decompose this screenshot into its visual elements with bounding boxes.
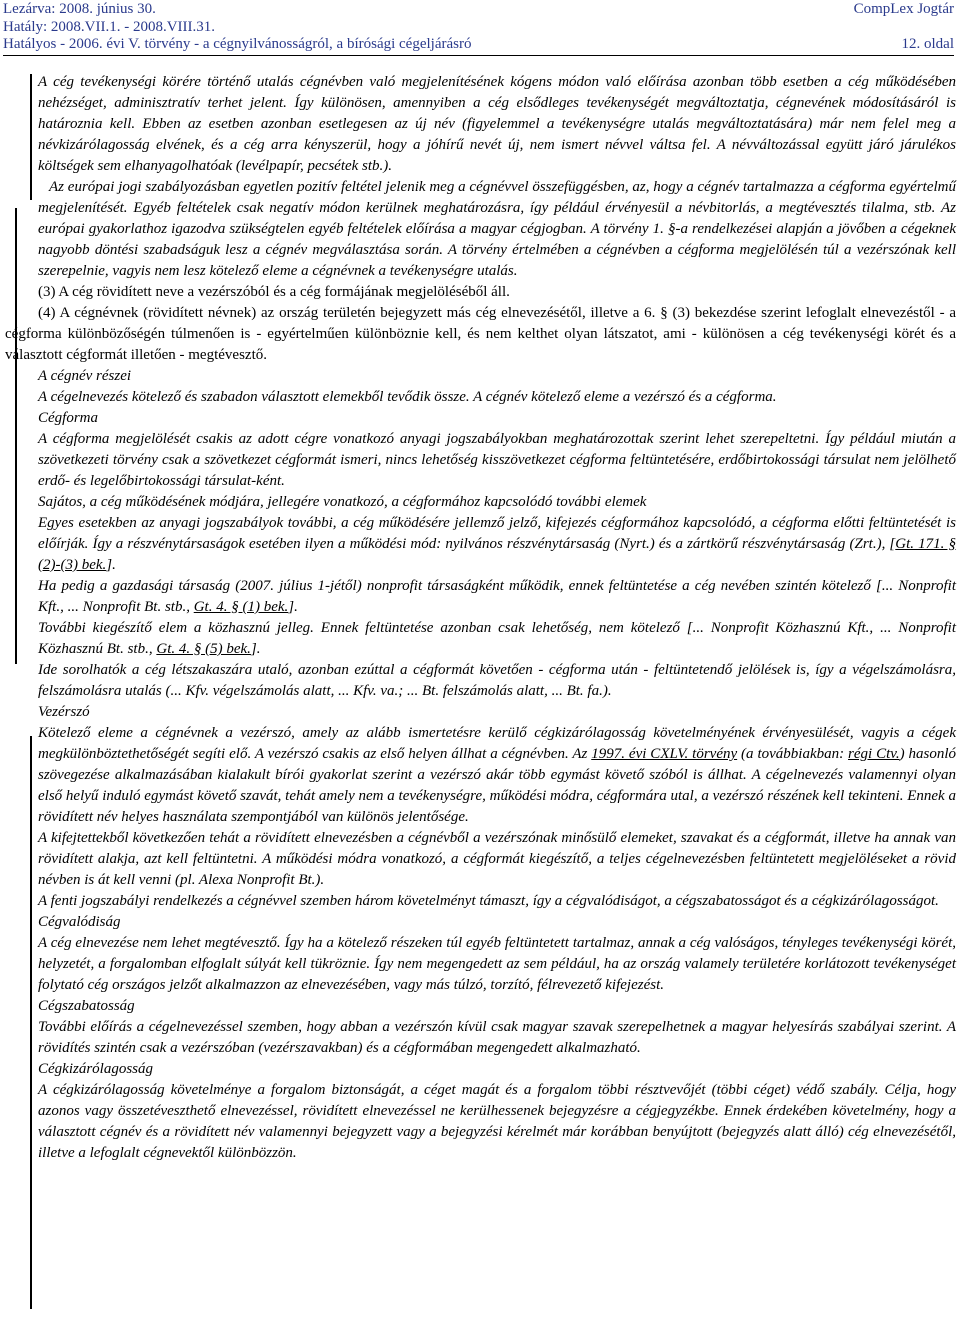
section-heading: Cégvalódiság [38, 914, 121, 930]
text-run: ]. [106, 557, 116, 573]
commentary-paragraph: További előírás a cégelnevezéssel szemben, hogy abban a vezérszón kívül csak magyar szavak szerepelhetnek a magyar helyesírás szabályai szerint. A rövidítés szintén csak a vezérszóban (vezérszavakban) és a cégformában megengedett alkalmazható. [38, 1019, 956, 1056]
section-heading: Cégforma [38, 410, 98, 426]
commentary-paragraph: A cégkizárólagosság követelménye a forgalom biztonságát, a céget magát és a forgalom többi résztvevőjét (többi céget) védő szabály. Célja, hogy azonos vagy összetéveszthető elnevezéssel, rövidített elnevezéssel ne kerülhessenek bejegyzésre a cégjegyzékbe. Ennek érdekében követelmény, hogy a választott cégnév és a rövidített név valamennyi bejegyzett vagy a bejegyzési kérelmét már korábban benyújtott (bejegyzés alatt álló) cég elnevezésétől, illetve a lefoglalt cégnevektől különbözzön. [38, 1082, 956, 1161]
commentary-paragraph [0, 618, 960, 660]
effective-period: Hatály: 2008.VII.1. - 2008.VIII.31. [3, 18, 216, 35]
publisher-name: CompLex Jogtár [853, 1, 954, 17]
law-reference-link[interactable]: régi Ctv. [848, 746, 900, 762]
page-header [3, 0, 954, 54]
text-run: Egyes esetekben az anyagi jogszabályok további, a cég működésére jellemző jelző, kifejezés cégformához kapcsolódó, a cégforma előtti feltüntetését is előírják. Így a részvénytársaságok esetében ilyen a működési mód: nyilvános részvénytársaság (Nyrt.) és a zártkörű részvénytársaság (Zrt.), [ [38, 515, 956, 552]
header-right [854, 1, 954, 54]
text-run: Kötelező eleme a cégnévnek a vezérszó, amely az alább ismertetésre kerülő cégkizárólagosság követelményének érvényesülését, vagyis a cégek megkülönböztethetőségét segíti elő. A vezérszó csakis az első helyen állhat a cégnévben. Az [38, 725, 956, 762]
text-run: ]. [288, 599, 298, 615]
text-run: (a továbbiakban: [737, 746, 849, 762]
law-paragraph-4: (4) A cégnévnek (rövidített névnek) az ország területén bejegyzett más cég elnevezésétől, illetve a 6. § (3) bekezdése szerint lefoglalt elnevezéstől - a cégforma különbözőségén túlmenően is - egyértelműen különböznie kell, és nem kelthet olyan látszatot, ami - különösen a cég tevékenységi körét és a választott cégformát illetően - megtévesztő. [5, 305, 956, 363]
section-heading: Cégkizárólagosság [38, 1061, 154, 1077]
section-heading: Cégszabatosság [38, 998, 135, 1014]
section-heading: A cégnév részei [38, 368, 132, 384]
commentary-paragraph: A cégelnevezés kötelező és szabadon választott elemekből tevődik össze. A cégnév kötelező eleme a vezérszó és a cégforma. [38, 389, 777, 405]
text-run: ]. [250, 641, 261, 657]
law-reference-link[interactable]: Gt. 4. § (5) bek. [156, 641, 251, 657]
text-run: Ha pedig a gazdasági társaság (2007. július 1-jétől) nonprofit társaságként működik, ennek feltüntetése a cég nevében szintén kötelező [... Nonprofit Kft., ... Nonprofit Bt. stb., [38, 578, 956, 615]
law-reference-link[interactable]: Gt. 4. § (1) bek. [193, 599, 289, 615]
closing-date: Lezárva: 2008. június 30. [3, 1, 156, 17]
law-paragraph-3: (3) A cég rövidített neve a vezérszóból és a cég formájának megjelöléséből áll. [38, 284, 510, 300]
commentary-paragraph: A kifejtettekből következően tehát a rövidített elnevezésben a cégnévből a vezérszónak minősülő elemeket, szavakat és a cégformát, illetve ha annak van rövidített alakja, azt kell feltüntetni. A működési módra vonatkozó, a cégformát kiegészítő, a teljes cégelnevezésben feltüntetett megjelöléseket a rövid névben is át kell venni (pl. Alexa Nonprofit Bt.). [38, 830, 956, 888]
section-heading: Vezérszó [38, 704, 90, 720]
commentary-paragraph [0, 576, 960, 618]
section-heading: Sajátos, a cég működésének módjára, jellegére vonatkozó, a cégformához kapcsolódó további elemek [38, 494, 647, 510]
law-reference-link[interactable]: Gt. 171. § (2)-(3) bek. [38, 536, 957, 573]
commentary-paragraph: A cégforma megjelölését csakis az adott cégre vonatkozó anyagi jogszabályokban meghatározottak szerint lehet szerepeltetni. Így például miután a szövetkezeti törvény csak a szövetkezet cégformát ismeri, nincs lehetőség kisszövetkezet cégforma feltüntetésére, erdőbirtokossági társulat nem jelölhető erdő- és legelőbirtokossági társulat-ként. [38, 431, 956, 489]
document-title: Hatályos - 2006. évi V. törvény - a cégnyilvánosságról, a bírósági cégeljárásró [3, 36, 472, 52]
text-run: További kiegészítő elem a közhasznú jelleg. Ennek feltüntetése azonban csak lehetőség, nem kötelező [... Nonprofit Közhasznú Kft., ... Nonprofit Közhasznú Bt. stb., [38, 620, 956, 657]
document-body [0, 72, 960, 1164]
law-reference-link[interactable]: 1997. évi CXLV. törvény [591, 746, 738, 762]
page-number: 12. oldal [901, 36, 954, 52]
header-left [3, 1, 471, 54]
text-run: ) hasonló szövegezése alkalmazásában kialakult bírói gyakorlat szerint a vezérszó akár több egymást követő szóból is állhat. A cégelnevezés valamennyi olyan első helyű induló egymást követő szavát, tehát amely nem a tevékenységre, működési módra, cégformára utal, a vezérszó részének kell tekinteni. Ennek a rövidített név helyes használata szempontjából van különös jelentősége. [38, 746, 956, 825]
commentary-paragraph: A fenti jogszabályi rendelkezés a cégnévvel szemben három követelményt támaszt, így a cégvalódiságot, a cégszabatosságot és a cégkizárólagosságot. [38, 893, 939, 909]
header-divider [3, 55, 954, 56]
commentary-paragraph [0, 513, 960, 576]
commentary-paragraph: Az európai jogi szabályozásban egyetlen pozitív feltétel jelenik meg a cégnévvel összefüggésben, az, hogy a cégnév tartalmazza a cégforma egyértelmű megjelenítését. Egyéb feltételek csak negatív módon kerülnek meghatározásra, így például érvényesül a névbitorlás, a megtévesztés tilalma, stb. Az európai gyakorlathoz igazodva szükségtelen egyéb feltételek előírása a magyar cégjogban. A törvény 1. §-a rendelkezései alapján a jövőben a cégeknek nagyobb döntési szabadságuk lesz a cégnév megválasztása során. A törvény értelmében a cégnévben a cégforma megjelölésén túl a vezérszónak kell szerepelnie, vagyis nem lesz kötelező eleme a cégnévnek a tevékenységre utalás. [38, 179, 956, 279]
commentary-paragraph: A cég tevékenységi körére történő utalás cégnévben való megjelenítésének kógens módon való előírása azonban több esetben a cég működésében nehézséget, adminisztratív terhet jelent. Így különösen, amennyiben a cég elsődleges tevékenységét megváltoztatja, cégnevének módosításáról is határoznia kell. Ebben az esetben azonban esetlegesen az új név (figyelemmel a tevékenységre utalás megváltoztatására) már nem felel meg a névkizárólagosság elvének, és a cég arra kényszerül, hogy a jóhírű nevét új, nem ismert névvel váltsa fel. A névváltozással együtt járó járulékos költségek sem elhanyagolhatóak (levélpapír, pecsétek stb.). [38, 74, 956, 174]
commentary-paragraph: Ide sorolhatók a cég létszakaszára utaló, azonban ezúttal a cégformát követően - cégforma után - feltüntetendő jelölések is, így a végelszámolásra, felszámolásra utalás (... Kfv. végelszámolás alatt, ... Kfv. va.; ... Bt. felszámolás alatt, ... Bt. fa.). [38, 662, 956, 699]
commentary-paragraph: A cég elnevezése nem lehet megtévesztő. Így ha a kötelező részeken túl egyéb feltüntetett tartalmaz, annak a cég valóságos, tényleges tevékenységi körét, helyzetét, a forgalomban elfoglalt súlyát kell tükröznie. Így nem megengedett az sem például, ha az ország valamely területére korlátozott tevékenységet folytató cég országos jelzőt alkalmazzon az elnevezésében, vagy más túlzó, torzító, félrevezető kifejezést. [38, 935, 956, 993]
commentary-paragraph [0, 723, 960, 828]
